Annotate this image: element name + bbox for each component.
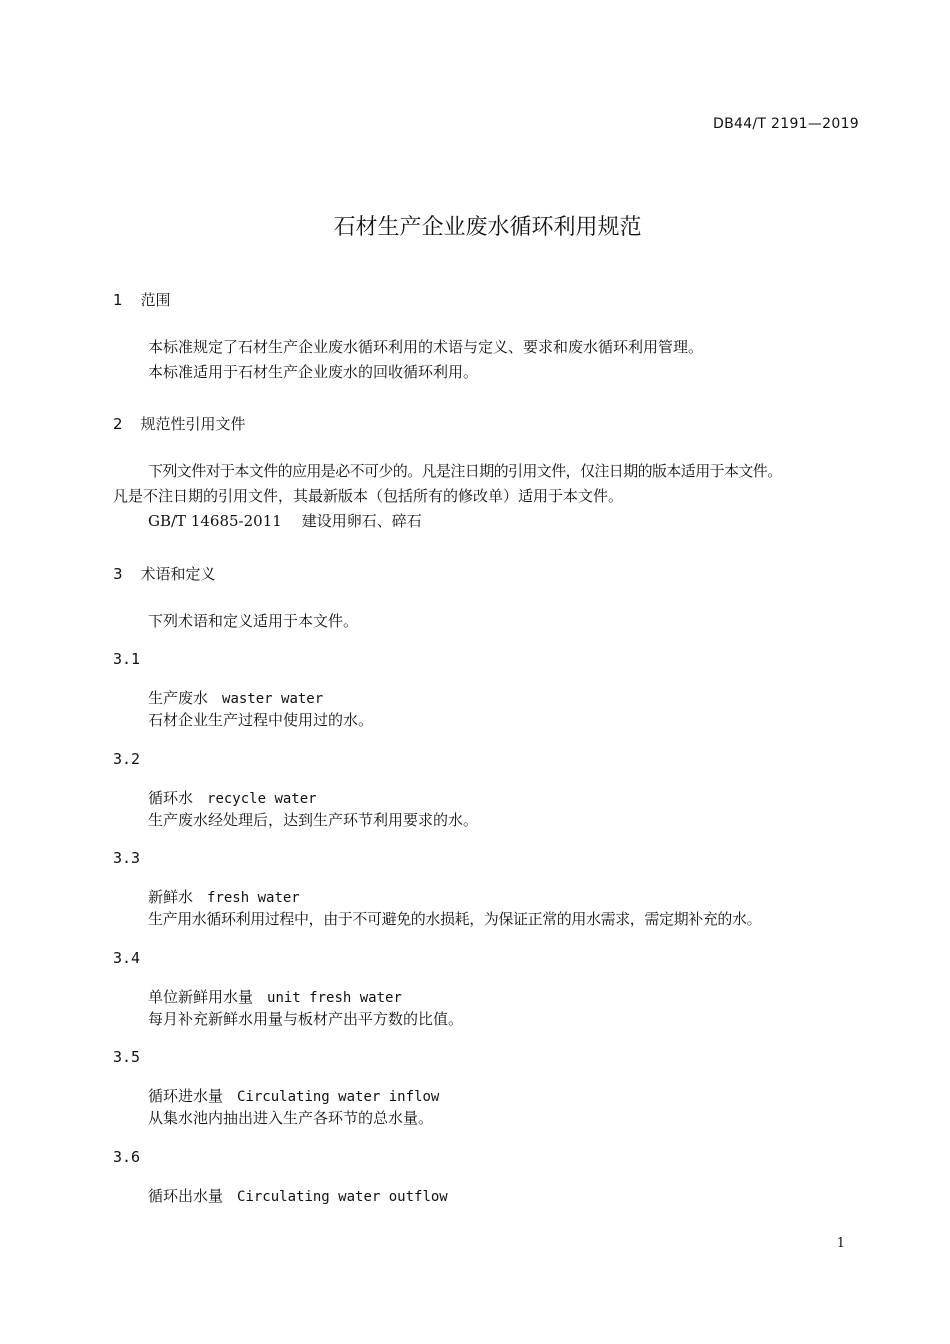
term-english: recycle water <box>207 791 317 807</box>
section-title: 范围 <box>140 291 171 309</box>
term-english: unit fresh water <box>267 990 402 1006</box>
term-chinese: 循环出水量 <box>148 1187 224 1205</box>
term-number: 3.4 <box>113 949 141 967</box>
term-chinese: 循环进水量 <box>148 1087 224 1105</box>
normative-reference <box>148 509 422 534</box>
section-title: 规范性引用文件 <box>140 415 246 433</box>
section-number: 2 <box>113 415 123 433</box>
section-3-heading <box>113 563 216 584</box>
term-number: 3.1 <box>113 650 141 668</box>
term-english: Circulating water outflow <box>237 1189 448 1205</box>
term-chinese: 生产废水 <box>148 689 209 707</box>
term-number: 3.2 <box>113 750 141 768</box>
reference-title: 建设用卵石、碎石 <box>301 512 422 530</box>
paragraph: 下列术语和定义适用于本文件。 <box>148 612 359 630</box>
section-2-heading <box>113 413 246 434</box>
term-entry <box>148 687 323 708</box>
term-definition: 生产用水循环利用过程中，由于不可避免的水损耗，为保证正常的用水需求，需定期补充的水。 <box>148 910 762 928</box>
document-title: 石材生产企业废水循环利用规范 <box>333 215 642 240</box>
term-chinese: 循环水 <box>148 789 194 807</box>
term-entry <box>148 1085 439 1106</box>
term-definition: 石材企业生产过程中使用过的水。 <box>148 711 374 729</box>
document-number: DB44/T 2191—2019 <box>713 116 859 132</box>
paragraph-line: 下列文件对于本文件的应用是必不可少的。凡是注日期的引用文件，仅注日期的版本适用于本文件。 <box>148 462 782 480</box>
page-number: 1 <box>836 1236 845 1251</box>
term-definition: 从集水池内抽出进入生产各环节的总水量。 <box>148 1109 434 1127</box>
term-entry <box>148 886 300 907</box>
term-chinese: 新鲜水 <box>148 888 194 906</box>
section-number: 1 <box>113 291 123 309</box>
reference-code: GB/T 14685-2011 <box>148 512 282 530</box>
paragraph: 本标准适用于石材生产企业废水的回收循环利用。 <box>148 363 479 381</box>
term-english: fresh water <box>207 890 300 906</box>
term-entry <box>148 986 402 1007</box>
section-1-heading <box>113 289 171 310</box>
term-english: waster water <box>222 691 324 707</box>
term-chinese: 单位新鲜用水量 <box>148 988 254 1006</box>
term-definition: 生产废水经处理后，达到生产环节利用要求的水。 <box>148 811 479 829</box>
term-english: Circulating water inflow <box>237 1089 440 1105</box>
section-number: 3 <box>113 565 123 583</box>
term-number: 3.3 <box>113 849 141 867</box>
term-entry <box>148 1185 448 1206</box>
term-entry <box>148 787 317 808</box>
section-title: 术语和定义 <box>140 565 216 583</box>
term-number: 3.5 <box>113 1048 141 1066</box>
term-definition: 每月补充新鲜水用量与板材产出平方数的比值。 <box>148 1010 464 1028</box>
paragraph: 本标准规定了石材生产企业废水循环利用的术语与定义、要求和废水循环利用管理。 <box>148 338 704 356</box>
term-number: 3.6 <box>113 1148 141 1166</box>
paragraph-line: 凡是不注日期的引用文件，其最新版本（包括所有的修改单）适用于本文件。 <box>113 487 624 505</box>
